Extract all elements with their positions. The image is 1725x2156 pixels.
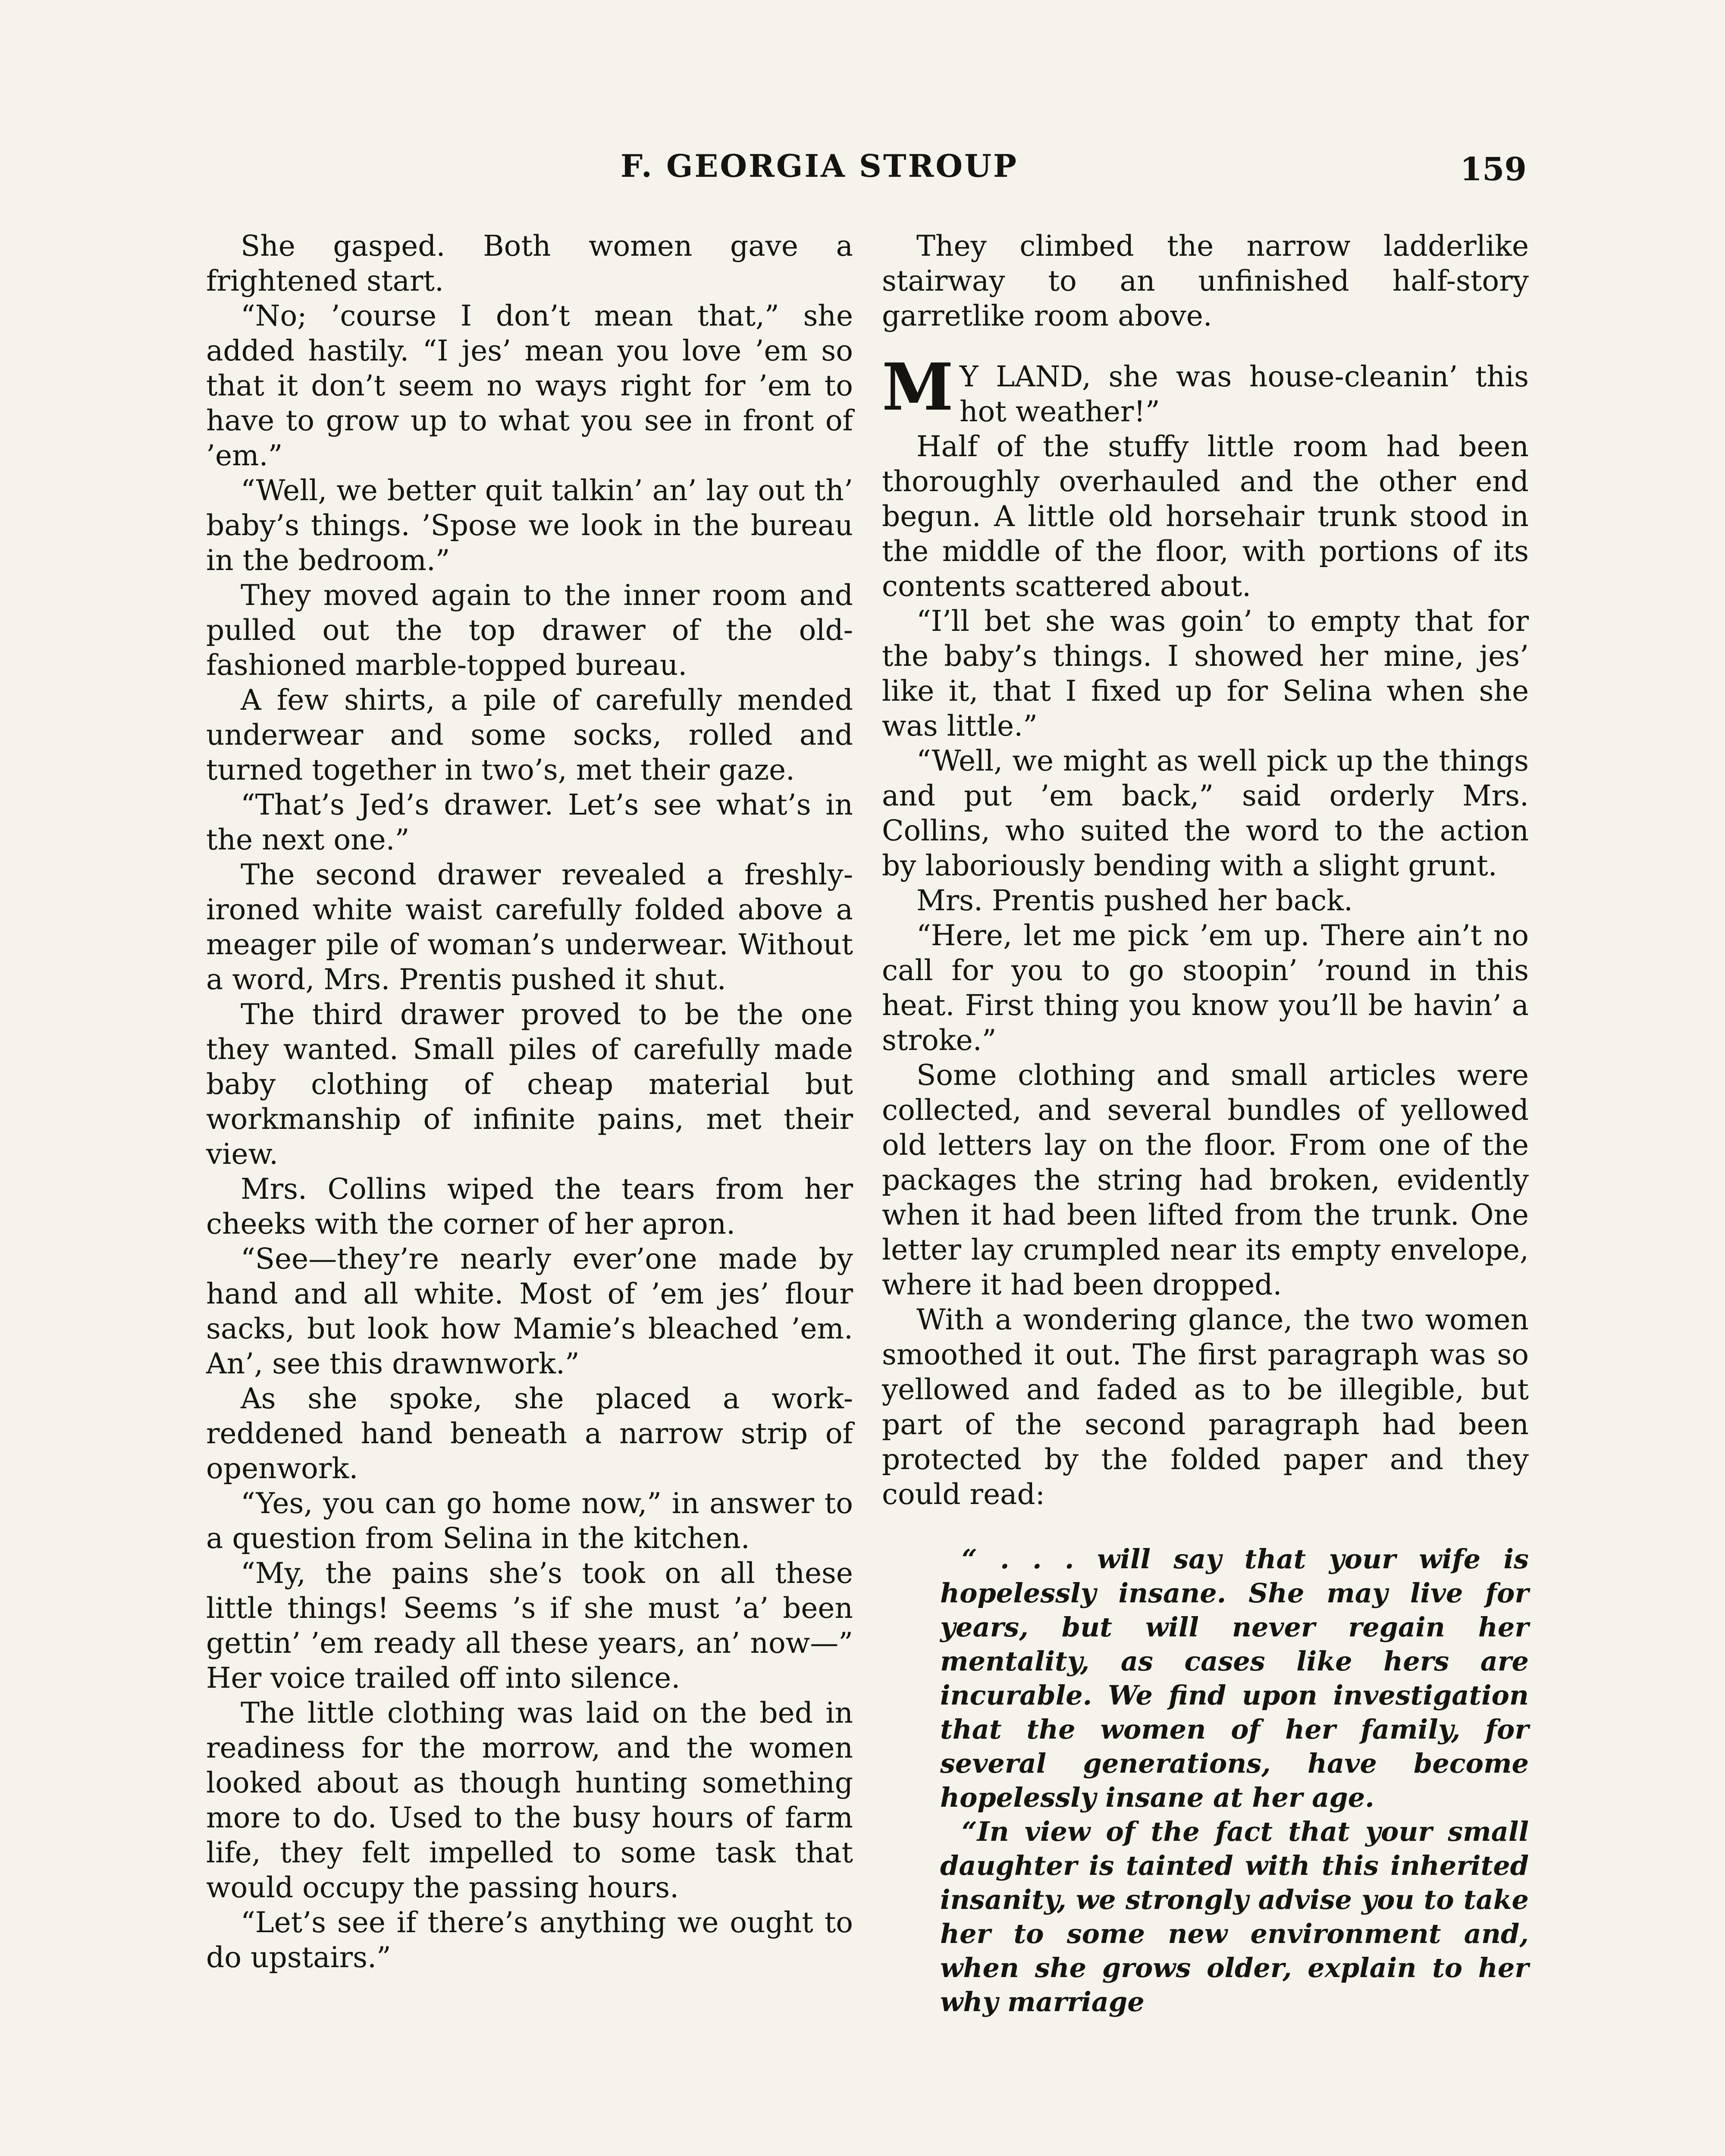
paragraph: Some clothing and small articles were collected, and several bundles of yellowed old letters lay on the floor. From one of the packages the string had broken, evidently when it had been lifted from the trunk. One letter lay crumpled near its empty envelope, where it had been dropped. [882,1059,1529,1301]
paragraph: “Well, we better quit talkin’ an’ lay out th’ baby’s things. ’Spose we look in the bureau in the bedroom.” [206,474,853,577]
paragraph: “I’ll bet she was goin’ to empty that for the baby’s things. I showed her mine, jes’ like it, that I fixed up for Selina when she was little.” [882,605,1529,743]
paragraph: Half of the stuffy little room had been thoroughly overhauled and the other end begun. A little old horsehair trunk stood in the middle of the floor, with portions of its contents scattered about. [882,430,1529,603]
paragraph: As she spoke, she placed a work-reddened hand beneath a narrow strip of openwork. [206,1382,853,1485]
paragraph: “Let’s see if there’s anything we ought to do upstairs.” [206,1906,853,1974]
paragraph: “My, the pains she’s took on all these little things! Seems ’s if she must ’a’ been gettin’ ’em ready all these years, an’ now—” Her voice trailed off into silence. [206,1557,853,1695]
drop-cap: M [882,349,954,425]
paragraph: “No; ’course I don’t mean that,” she added hastily. “I jes’ mean you love ’em so that it don’t seem no ways right for ’em to have to grow up to what you see in front of ’em.” [206,299,853,472]
section-opening-paragraph [882,349,1529,429]
right-text-column [882,229,1529,2019]
paragraph: She gasped. Both women gave a frightened start. [206,229,853,298]
running-head-author: F. GEORGIA STROUP [620,147,1019,184]
quoted-letter [882,1542,1529,2019]
paragraph: “See—they’re nearly ever’one made by hand and all white. Most of ’em jes’ flour sacks, but look how Mamie’s bleached ’em. An’, see this drawnwork.” [206,1242,853,1380]
paragraph: They moved again to the inner room and pulled out the top drawer of the old-fashioned marble-topped bureau. [206,579,853,682]
paragraph: “Here, let me pick ’em up. There ain’t no call for you to go stoopin’ ’round in this heat. First thing you know you’ll be havin’ a stroke.” [882,919,1529,1057]
paragraph: They climbed the narrow ladderlike stairway to an unfinished half-story garretlike room above. [882,229,1529,332]
section-opening-text: Y LAND, she was house-cleanin’ this hot weather!” [960,360,1529,428]
paragraph: “Well, we might as well pick up the things and put ’em back,” said orderly Mrs. Collins, who suited the word to the action by laboriously bending with a slight grunt. [882,744,1529,882]
letter-paragraph: “In view of the fact that your small daughter is tainted with this inherited insanity, we strongly advise you to take her to some new environment and, when she grows older, explain to her why marriage [940,1816,1529,2018]
left-text-column [206,229,853,1975]
paragraph: “That’s Jed’s drawer. Let’s see what’s in the next one.” [206,788,853,856]
paragraph: The little clothing was laid on the bed in readiness for the morrow, and the women looked about as though hunting something more to do. Used to the busy hours of farm life, they felt impelled to some task that would occupy the passing hours. [206,1696,853,1904]
paragraph: Mrs. Collins wiped the tears from her cheeks with the corner of her apron. [206,1172,853,1241]
letter-paragraph: “ . . . will say that your wife is hopelessly insane. She may live for years, but will never regain her mentality, as cases like hers are incurable. We find upon investigation that the women of her family, for several generations, have become hopelessly insane at her age. [940,1543,1529,1813]
paragraph: The second drawer revealed a freshly-ironed white waist carefully folded above a meager pile of woman’s underwear. Without a word, Mrs. Prentis pushed it shut. [206,858,853,996]
paragraph: “Yes, you can go home now,” in answer to a question from Selina in the kitchen. [206,1487,853,1555]
page-number: 159 [1460,151,1527,188]
paragraph: A few shirts, a pile of carefully mended underwear and some socks, rolled and turned together in two’s, met their gaze. [206,683,853,787]
paragraph: With a wondering glance, the two women smoothed it out. The first paragraph was so yellowed and faded as to be illegible, but part of the second paragraph had been protected by the folded paper and they could read: [882,1303,1529,1511]
paragraph: The third drawer proved to be the one they wanted. Small piles of carefully made baby clothing of cheap material but workmanship of infinite pains, met their view. [206,998,853,1171]
paragraph: Mrs. Prentis pushed her back. [916,884,1353,917]
